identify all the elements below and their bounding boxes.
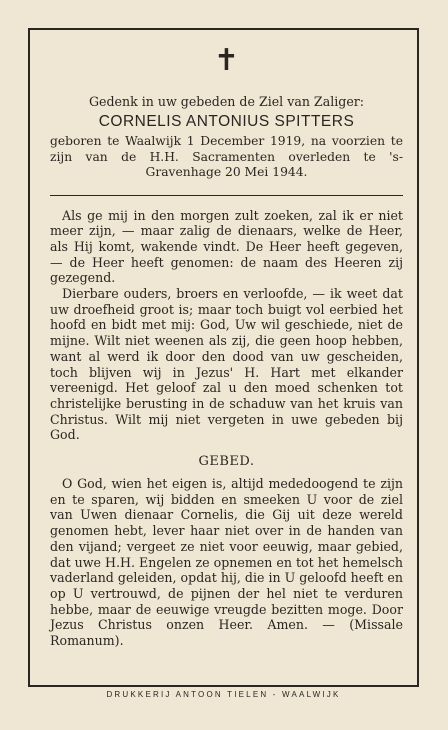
- prayer-heading: GEBED.: [198, 454, 255, 470]
- intro-line: Gedenk in uw gebeden de Ziel van Zaliger:: [88, 94, 365, 109]
- prayer-text: O God, wien het eigen is, altijd mededoogend te zijn en te sparen, wij bidden en smeeken U voor de ziel van Uwen dienaar Cornelis, die Gij uit deze wereld genomen hebt, lever haar niet over in de handen van den vijand; vergeet ze niet voor eeuwig, maar gebied, dat uwe H.H. Engelen ze opnemen en tot het hemelsch vaderland geleiden, opdat hij, die in U geloofd heeft en op U vertrouwd, de pijnen der hel niet te verduren hebbe, maar de eeuwige vreugde bezitten moge. Door Jezus Christus onzen Heer. Amen. — (Missale Romanum).: [50, 476, 403, 649]
- separator-line: [50, 195, 403, 196]
- birth-death-dates: geboren te Waalwijk 1 December 1919, na voorzien te zijn van de H.H. Sacramenten overleden te 's-Gravenhage 20 Mei 1944.: [50, 134, 403, 179]
- cross-icon: ✝: [213, 43, 240, 78]
- paragraph-message: Dierbare ouders, broers en verloofde, — ik weet dat uw droefheid groot is; maar toch buigt vol eerbied het hoofd en bidt met mij: God, Uw wil geschiede, niet de mijne. Wilt niet weenen als zij, die geen hoop hebben, want al werd ik door den dood van uw gescheiden, toch blijven wij in Jezus' H. Hart met elkander vereenigd. Het geloof zal u den moed schenken tot christelijke berusting in de schaduw van het kruis van Christus. Wilt mij niet vergeten in uwe gebeden bij God.: [50, 286, 403, 443]
- printer-imprint: DRUKKERIJ ANTOON TIELEN - WAALWIJK: [106, 690, 341, 699]
- paragraph-farewell: Als ge mij in den morgen zult zoeken, zal ik er niet meer zijn, — maar zalig de dienaars, welke de Heer, als Hij komt, wakende vindt. De Heer heeft gegeven, — de Heer heeft genomen: de naam des Heeren zij gezegend.: [50, 207, 403, 286]
- deceased-name: CORNELIS ANTONIUS SPITTERS: [98, 113, 355, 130]
- memorial-card: [28, 28, 419, 687]
